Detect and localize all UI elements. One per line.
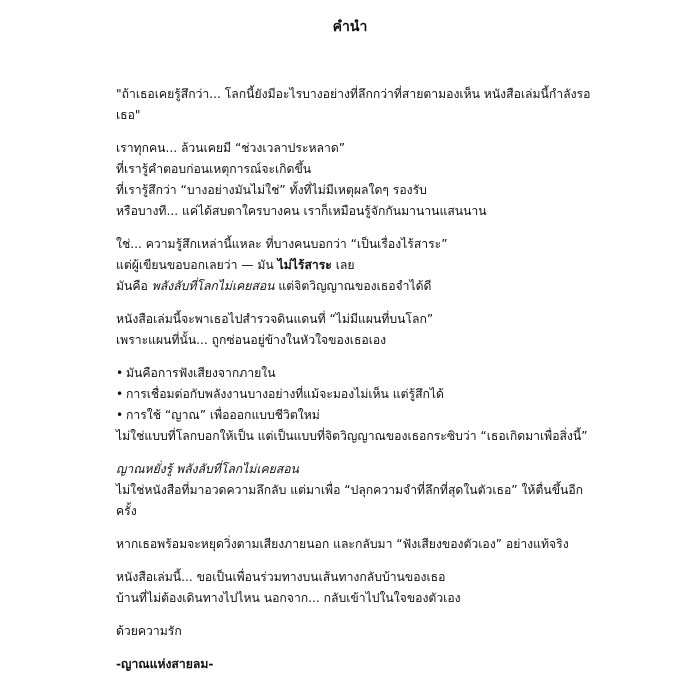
book-title-italic: ญาณหยั่งรู้ พลังลับที่โลกไม่เคยสอน [116, 462, 299, 476]
paragraph-2 [116, 234, 584, 297]
paragraph-1-line-4: หรือบางที... แค่ได้สบตาใครบางคน เราก็เหมือนรู้จักกันมานานแสนนาน [116, 204, 487, 218]
paragraph-4-line-2: ไม่ใช่หนังสือที่มาอวดความลึกลับ แต่มาเพื่อ “ปลุกความจำที่ลึกที่สุดในตัวเธอ” ให้ตื่นขึ้นอีก [116, 483, 584, 497]
paragraph-5 [116, 534, 584, 555]
signature-block [116, 654, 584, 675]
paragraph-6 [116, 567, 584, 609]
bullet-section [116, 363, 588, 447]
closing [116, 621, 584, 642]
closing-line: ด้วยความรัก [116, 624, 182, 638]
bullet-item-text: มันคือการฟังเสียงจากภายใน [126, 366, 276, 380]
bullet-icon: • [116, 366, 124, 380]
emphasis-not-nonsense: ไม่ไร้สาระ [277, 258, 332, 272]
paragraph-2-line-3 [116, 276, 584, 297]
paragraph-1-line-1: เราทุกคน... ล้วนเคยมี “ช่วงเวลาประหลาด” [116, 141, 346, 155]
signature: -ญาณแห่งสายลม- [116, 657, 214, 671]
intro-line-2: เธอ" [116, 108, 141, 122]
paragraph-4-line-3: ครั้ง [116, 504, 137, 518]
paragraph-6-line-1: หนังสือเล่มนี้... ขอเป็นเพื่อนร่วมทางบนเส้นทางกลับบ้านของเธอ [116, 570, 446, 584]
bullet-item [116, 363, 584, 384]
bullet-item-text: การเชื่อมต่อกับพลังงานบางอย่างที่แม้จะมองไม่เห็น แต่รู้สึกได้ [126, 387, 444, 401]
bullet-icon: • [116, 408, 124, 422]
bullet-after-line: ไม่ใช่แบบที่โลกบอกให้เป็น แต่เป็นแบบที่จิตวิญญาณของเธอกระซิบว่า “เธอเกิดมาเพื่อสิ่งนี้” [116, 429, 588, 443]
paragraph-2-line-3-a: มันคือ [116, 279, 152, 293]
paragraph-3-line-2: เพราะแผนที่นั้น... ถูกซ่อนอยู่ข้างในหัวใจของเธอเอง [116, 333, 387, 347]
paragraph-6-line-2: บ้านที่ไม่ต้องเดินทางไปไหน นอกจาก... กลับเข้าไปในใจของตัวเอง [116, 591, 461, 605]
paragraph-4 [116, 459, 584, 522]
emphasis-secret-power: พลังลับที่โลกไม่เคยสอน [151, 279, 275, 293]
paragraph-3 [116, 309, 584, 351]
bullet-icon: • [116, 387, 124, 401]
paragraph-1 [116, 138, 584, 222]
paragraph-1-line-2: ที่เรารู้คำตอบก่อนเหตุการณ์จะเกิดขึ้น [116, 162, 312, 176]
paragraph-2-line-2 [116, 255, 584, 276]
paragraph-5-line-1: หากเธอพร้อมจะหยุดวิ่งตามเสียงภายนอก และกลับมา “ฟังเสียงของตัวเอง” อย่างแท้จริง [116, 537, 569, 551]
paragraph-3-line-1: หนังสือเล่มนี้จะพาเธอไปสำรวจดินแดนที่ “ไม่มีแผนที่บนโลก” [116, 312, 434, 326]
bullet-item-text: การใช้ “ญาณ” เพื่อออกแบบชีวิตใหม่ [126, 408, 320, 422]
intro-paragraph [116, 84, 591, 126]
paragraph-2-line-2-a: แต่ผู้เขียนขอบอกเลยว่า — มัน [116, 258, 278, 272]
paragraph-2-line-1: ใช่... ความรู้สึกเหล่านี้แหละ ที่บางคนบอกว่า “เป็นเรื่องไร้สาระ” [116, 237, 448, 251]
bullet-item [116, 384, 584, 405]
paragraph-2-line-3-c: แต่จิตวิญญาณของเธอจำได้ดี [274, 279, 432, 293]
page-title: คำนำ [332, 19, 368, 35]
paragraph-2-line-2-c: เลย [331, 258, 355, 272]
bullet-item [116, 405, 584, 426]
paragraph-1-line-3: ที่เรารู้สึกว่า “บางอย่างมันไม่ใช่” ทั้งที่ไม่มีเหตุผลใดๆ รองรับ [116, 183, 427, 197]
intro-line-1: "ถ้าเธอเคยรู้สึกว่า... โลกนี้ยังมีอะไรบางอย่างที่ลึกกว่าที่สายตามองเห็น หนังสือเล่มนี้กำลังรอ [116, 87, 591, 101]
